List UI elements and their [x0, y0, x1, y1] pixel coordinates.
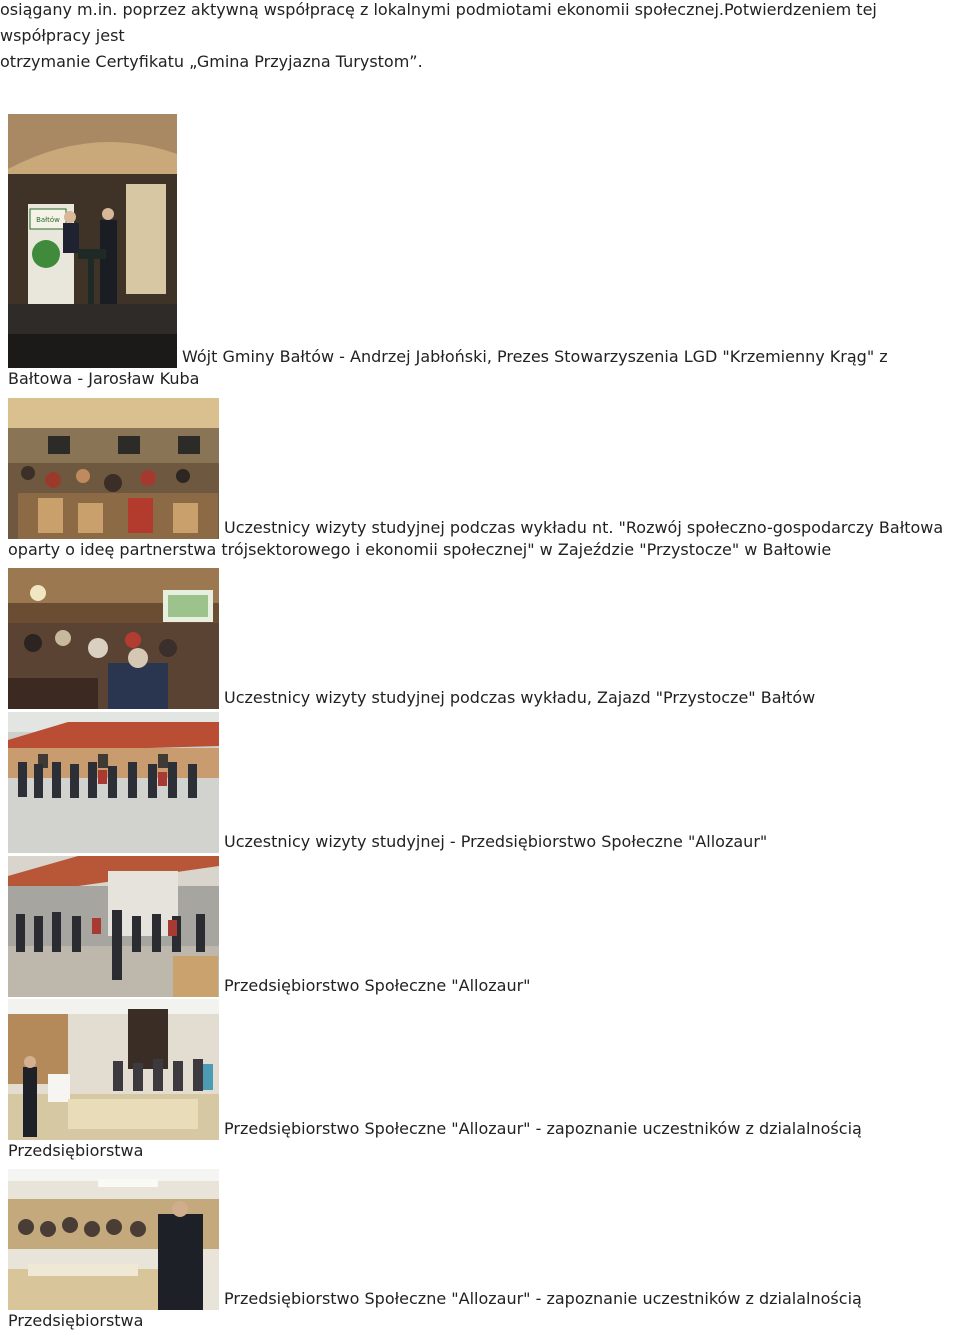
photo-block-2	[8, 398, 948, 561]
photo-caption-3: Uczestnicy wizyty studyjnej podczas wykładu, Zajazd "Przystocze" Bałtów	[224, 688, 816, 707]
intro-paragraph	[0, 0, 960, 75]
photo-workshop-presentation	[8, 999, 219, 1140]
photo-block-4	[8, 712, 948, 853]
photo-block-7	[8, 1169, 948, 1332]
photo-caption-6: Przedsiębiorstwo Społeczne "Allozaur" - zapoznanie uczestników z dzialalnością Przedsiębiorstwa	[8, 1119, 862, 1160]
banner-sign-text: Bałtów	[36, 216, 60, 224]
photo-workshop-group	[8, 1169, 219, 1310]
photo-block-5	[8, 856, 948, 997]
photo-caption-4: Uczestnicy wizyty studyjnej - Przedsiębiorstwo Społeczne "Allozaur"	[224, 832, 768, 851]
photo-block-1	[8, 114, 948, 390]
photo-caption-5: Przedsiębiorstwo Społeczne "Allozaur"	[224, 976, 531, 995]
photo-lecture-screen	[8, 568, 219, 709]
photo-block-3	[8, 568, 948, 709]
photo-caption-7: Przedsiębiorstwo Społeczne "Allozaur" - zapoznanie uczestników z dzialalnością Przedsiębiorstwa	[8, 1289, 862, 1330]
photo-speakers-podium	[8, 114, 177, 368]
photo-group-building	[8, 856, 219, 997]
photo-block-6	[8, 999, 948, 1162]
photo-caption-1: Wójt Gminy Bałtów - Andrzej Jabłoński, Prezes Stowarzyszenia LGD "Krzemienny Krąg" z Bałtowa - Jarosław Kuba	[8, 347, 888, 388]
intro-line-1: osiągany m.in. poprzez aktywną współpracę z lokalnymi podmiotami ekonomii społecznej.Potwierdzeniem tej współpracy jest	[0, 0, 877, 45]
intro-line-2: otrzymanie Certyfikatu „Gmina Przyjazna Turystom”.	[0, 52, 423, 71]
photo-group-outdoor	[8, 712, 219, 853]
photo-caption-2: Uczestnicy wizyty studyjnej podczas wykładu nt. "Rozwój społeczno-gospodarczy Bałtowa oparty o ideę partnerstwa trójsektorowego i ekonomii społecznej" w Zajeździe "Przystocze" w Bałtowie	[8, 518, 944, 559]
photo-audience-hall	[8, 398, 219, 539]
